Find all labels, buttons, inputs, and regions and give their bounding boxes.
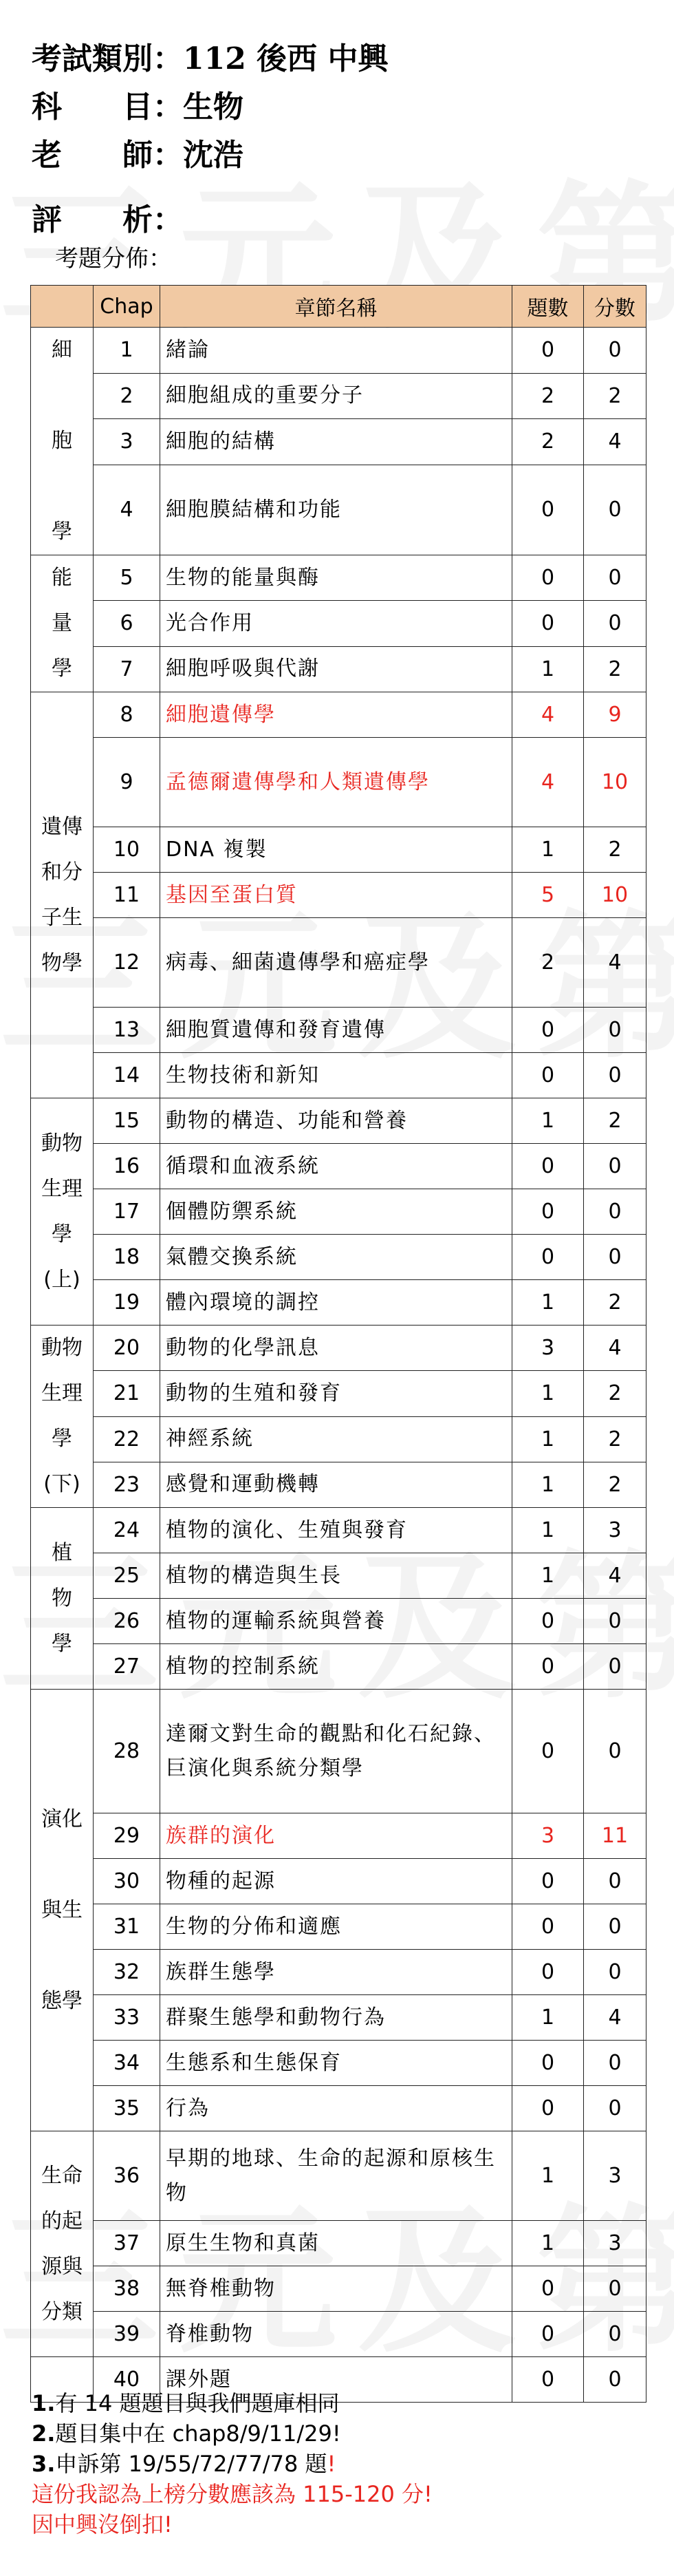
chap-number: 25 bbox=[94, 1553, 160, 1599]
table-header-row bbox=[31, 286, 646, 328]
group-label: 生命 的起 源與 分類 bbox=[31, 2131, 94, 2357]
table-row bbox=[31, 2086, 646, 2131]
chapter-name: 植物的演化、生殖與發育 bbox=[160, 1508, 512, 1553]
score: 2 bbox=[584, 1416, 646, 1462]
table-row bbox=[31, 1508, 646, 1553]
header-question-count: 題數 bbox=[512, 286, 584, 328]
score: 3 bbox=[584, 1508, 646, 1553]
question-count: 1 bbox=[512, 2131, 584, 2221]
score: 0 bbox=[584, 2041, 646, 2086]
chapter-name: 脊椎動物 bbox=[160, 2312, 512, 2357]
score: 2 bbox=[584, 827, 646, 873]
score: 0 bbox=[584, 1859, 646, 1904]
score: 2 bbox=[584, 1280, 646, 1326]
score: 2 bbox=[584, 373, 646, 419]
chapter-name: 細胞組成的重要分子 bbox=[160, 373, 512, 419]
chap-number: 37 bbox=[94, 2221, 160, 2266]
group-label: 能 量 學 bbox=[31, 555, 94, 692]
question-count: 2 bbox=[512, 918, 584, 1008]
note-number: 1. bbox=[32, 2390, 56, 2416]
score: 3 bbox=[584, 2131, 646, 2221]
table-row bbox=[31, 1813, 646, 1859]
chapter-name: 生物的能量與酶 bbox=[160, 555, 512, 601]
chap-number: 19 bbox=[94, 1280, 160, 1326]
exam-category-label: 考試類別： bbox=[32, 41, 183, 76]
chap-number: 5 bbox=[94, 555, 160, 601]
teacher bbox=[32, 135, 243, 176]
question-count: 0 bbox=[512, 1189, 584, 1235]
chapter-name: 原生生物和真菌 bbox=[160, 2221, 512, 2266]
chapter-name: 細胞質遺傳和發育遺傳 bbox=[160, 1008, 512, 1053]
note-line bbox=[32, 2418, 433, 2449]
score: 4 bbox=[584, 1995, 646, 2041]
score: 3 bbox=[584, 2221, 646, 2266]
question-count: 0 bbox=[512, 1644, 584, 1690]
chapter-name: 動物的化學訊息 bbox=[160, 1326, 512, 1371]
table-row bbox=[31, 1995, 646, 2041]
question-count: 1 bbox=[512, 1371, 584, 1416]
question-count: 0 bbox=[512, 1950, 584, 1995]
chapter-name: 感覺和運動機轉 bbox=[160, 1462, 512, 1507]
question-count: 1 bbox=[512, 1553, 584, 1599]
note-line bbox=[32, 2509, 433, 2540]
table-row bbox=[31, 328, 646, 374]
score: 2 bbox=[584, 646, 646, 692]
question-count: 5 bbox=[512, 873, 584, 918]
question-count: 0 bbox=[512, 1859, 584, 1904]
note-text: 申訴第 19/55/72/77/78 題 bbox=[55, 2451, 327, 2477]
note-number: 2. bbox=[32, 2420, 56, 2447]
note-number: 3. bbox=[32, 2451, 56, 2477]
chapter-name: 神經系統 bbox=[160, 1416, 512, 1462]
table-row bbox=[31, 1553, 646, 1599]
chapter-name: 生物技術和新知 bbox=[160, 1053, 512, 1098]
table-row bbox=[31, 1280, 646, 1326]
chapter-name: 植物的運輸系統與營養 bbox=[160, 1599, 512, 1644]
chap-number: 2 bbox=[94, 373, 160, 419]
header-chapter-name: 章節名稱 bbox=[160, 286, 512, 328]
score: 9 bbox=[584, 692, 646, 738]
question-count: 0 bbox=[512, 555, 584, 601]
chap-number: 9 bbox=[94, 738, 160, 827]
table-row bbox=[31, 1144, 646, 1189]
question-count: 4 bbox=[512, 738, 584, 827]
group-label: 動物 生理 學 (下) bbox=[31, 1326, 94, 1508]
question-count: 1 bbox=[512, 1416, 584, 1462]
chap-number: 4 bbox=[94, 465, 160, 555]
question-count: 1 bbox=[512, 1280, 584, 1326]
table-row bbox=[31, 2266, 646, 2312]
analysis-heading: 評 析： bbox=[32, 202, 183, 237]
score: 4 bbox=[584, 1326, 646, 1371]
chapter-name: 氣體交換系統 bbox=[160, 1235, 512, 1280]
table-row bbox=[31, 646, 646, 692]
note-tail: ! bbox=[327, 2451, 336, 2477]
chapter-name: 族群生態學 bbox=[160, 1950, 512, 1995]
question-count: 1 bbox=[512, 646, 584, 692]
chapter-name: DNA 複製 bbox=[160, 827, 512, 873]
table-row bbox=[31, 2312, 646, 2357]
score: 0 bbox=[584, 2312, 646, 2357]
chapter-name: 群聚生態學和動物行為 bbox=[160, 1995, 512, 2041]
question-count: 0 bbox=[512, 1904, 584, 1950]
chapter-name: 細胞膜結構和功能 bbox=[160, 465, 512, 555]
table-row bbox=[31, 1859, 646, 1904]
note-text: 有 14 題題目與我們題庫相同 bbox=[55, 2390, 340, 2416]
chapter-name: 緒論 bbox=[160, 328, 512, 374]
table-row bbox=[31, 827, 646, 873]
question-count: 1 bbox=[512, 1098, 584, 1144]
chapter-table bbox=[30, 285, 646, 2403]
table-row bbox=[31, 1904, 646, 1950]
question-count: 0 bbox=[512, 2086, 584, 2131]
score: 0 bbox=[584, 1053, 646, 1098]
chap-number: 21 bbox=[94, 1371, 160, 1416]
note-text: 因中興沒倒扣! bbox=[32, 2511, 173, 2537]
notes bbox=[32, 2388, 433, 2540]
group-label: 遺傳 和分 子生 物學 bbox=[31, 692, 94, 1098]
chapter-name: 生物的分佈和適應 bbox=[160, 1904, 512, 1950]
score: 0 bbox=[584, 1008, 646, 1053]
exam-category-value: 112 後西 中興 bbox=[183, 41, 389, 76]
chap-number: 10 bbox=[94, 827, 160, 873]
subject-label: 科 目： bbox=[32, 89, 183, 125]
note-line bbox=[32, 2449, 433, 2479]
chapter-name: 族群的演化 bbox=[160, 1813, 512, 1859]
chap-number: 11 bbox=[94, 873, 160, 918]
header-score: 分數 bbox=[584, 286, 646, 328]
score: 0 bbox=[584, 1599, 646, 1644]
chap-number: 1 bbox=[94, 328, 160, 374]
chapter-name: 動物的構造、功能和營養 bbox=[160, 1098, 512, 1144]
score: 10 bbox=[584, 873, 646, 918]
score: 0 bbox=[584, 1904, 646, 1950]
chap-number: 27 bbox=[94, 1644, 160, 1690]
question-count: 1 bbox=[512, 827, 584, 873]
chap-number: 6 bbox=[94, 601, 160, 646]
chap-number: 28 bbox=[94, 1690, 160, 1813]
table-row bbox=[31, 1235, 646, 1280]
table-row bbox=[31, 1690, 646, 1813]
distribution-label: 考題分佈： bbox=[55, 245, 172, 273]
group-label: 演化 與生 態學 bbox=[31, 1690, 94, 2131]
chapter-name: 光合作用 bbox=[160, 601, 512, 646]
exam-category bbox=[32, 39, 388, 80]
chapter-name: 孟德爾遺傳學和人類遺傳學 bbox=[160, 738, 512, 827]
chap-number: 12 bbox=[94, 918, 160, 1008]
chap-number: 13 bbox=[94, 1008, 160, 1053]
question-count: 3 bbox=[512, 1326, 584, 1371]
score: 4 bbox=[584, 918, 646, 1008]
chap-number: 39 bbox=[94, 2312, 160, 2357]
score: 0 bbox=[584, 1144, 646, 1189]
chapter-name: 細胞的結構 bbox=[160, 419, 512, 465]
chap-number: 7 bbox=[94, 646, 160, 692]
chapter-name: 植物的構造與生長 bbox=[160, 1553, 512, 1599]
chapter-name: 生態系和生態保育 bbox=[160, 2041, 512, 2086]
chap-number: 15 bbox=[94, 1098, 160, 1144]
group-label: 細 胞 學 bbox=[31, 328, 94, 555]
question-count: 0 bbox=[512, 2266, 584, 2312]
note-text: 題目集中在 chap8/9/11/29! bbox=[55, 2420, 341, 2447]
score: 0 bbox=[584, 1644, 646, 1690]
table-row bbox=[31, 1371, 646, 1416]
question-count: 0 bbox=[512, 1235, 584, 1280]
chap-number: 32 bbox=[94, 1950, 160, 1995]
question-count: 1 bbox=[512, 1462, 584, 1507]
group-label: 植 物 學 bbox=[31, 1508, 94, 1690]
table-row bbox=[31, 1416, 646, 1462]
chap-number: 17 bbox=[94, 1189, 160, 1235]
score: 2 bbox=[584, 1371, 646, 1416]
chap-number: 18 bbox=[94, 1235, 160, 1280]
header-group bbox=[31, 286, 94, 328]
teacher-value: 沈浩 bbox=[183, 138, 243, 173]
question-count: 3 bbox=[512, 1813, 584, 1859]
score: 0 bbox=[584, 465, 646, 555]
score: 0 bbox=[584, 328, 646, 374]
score: 0 bbox=[584, 1950, 646, 1995]
table-row bbox=[31, 1462, 646, 1507]
question-count: 0 bbox=[512, 328, 584, 374]
question-count: 1 bbox=[512, 1995, 584, 2041]
table-row bbox=[31, 1599, 646, 1644]
chap-number: 35 bbox=[94, 2086, 160, 2131]
question-count: 0 bbox=[512, 2357, 584, 2403]
question-count: 0 bbox=[512, 601, 584, 646]
table-row bbox=[31, 1008, 646, 1053]
chapter-name: 無脊椎動物 bbox=[160, 2266, 512, 2312]
table-row bbox=[31, 419, 646, 465]
question-count: 0 bbox=[512, 2041, 584, 2086]
score: 2 bbox=[584, 1098, 646, 1144]
chap-number: 23 bbox=[94, 1462, 160, 1507]
chap-number: 3 bbox=[94, 419, 160, 465]
question-count: 0 bbox=[512, 2312, 584, 2357]
chap-number: 20 bbox=[94, 1326, 160, 1371]
header-chap: Chap bbox=[94, 286, 160, 328]
question-count: 2 bbox=[512, 373, 584, 419]
chapter-name: 動物的生殖和發育 bbox=[160, 1371, 512, 1416]
table-row bbox=[31, 2041, 646, 2086]
question-count: 0 bbox=[512, 1599, 584, 1644]
subject bbox=[32, 87, 243, 128]
question-count: 1 bbox=[512, 2221, 584, 2266]
question-count: 1 bbox=[512, 1508, 584, 1553]
question-count: 0 bbox=[512, 1053, 584, 1098]
table-row bbox=[31, 1098, 646, 1144]
score: 0 bbox=[584, 1690, 646, 1813]
table-row bbox=[31, 918, 646, 1008]
chap-number: 14 bbox=[94, 1053, 160, 1098]
score: 2 bbox=[584, 1462, 646, 1507]
chap-number: 33 bbox=[94, 1995, 160, 2041]
table-row bbox=[31, 1644, 646, 1690]
chap-number: 8 bbox=[94, 692, 160, 738]
note-text: 這份我認為上榜分數應該為 115-120 分! bbox=[32, 2481, 433, 2507]
chap-number: 16 bbox=[94, 1144, 160, 1189]
table-row bbox=[31, 1326, 646, 1371]
table-row bbox=[31, 2221, 646, 2266]
score: 0 bbox=[584, 1189, 646, 1235]
table-row bbox=[31, 1053, 646, 1098]
score: 0 bbox=[584, 2266, 646, 2312]
question-count: 2 bbox=[512, 419, 584, 465]
chap-number: 24 bbox=[94, 1508, 160, 1553]
chap-number: 34 bbox=[94, 2041, 160, 2086]
chap-number: 31 bbox=[94, 1904, 160, 1950]
chapter-name: 病毒、細菌遺傳學和癌症學 bbox=[160, 918, 512, 1008]
score: 0 bbox=[584, 555, 646, 601]
table-body bbox=[31, 328, 646, 2403]
table-row bbox=[31, 692, 646, 738]
chapter-name: 細胞呼吸與代謝 bbox=[160, 646, 512, 692]
score: 0 bbox=[584, 1235, 646, 1280]
chapter-name: 基因至蛋白質 bbox=[160, 873, 512, 918]
chap-number: 30 bbox=[94, 1859, 160, 1904]
chap-number: 29 bbox=[94, 1813, 160, 1859]
chapter-name: 體內環境的調控 bbox=[160, 1280, 512, 1326]
table-row bbox=[31, 465, 646, 555]
group-label: 動物 生理 學 (上) bbox=[31, 1098, 94, 1326]
score: 4 bbox=[584, 419, 646, 465]
question-count: 4 bbox=[512, 692, 584, 738]
chapter-name: 植物的控制系統 bbox=[160, 1644, 512, 1690]
teacher-label: 老 師： bbox=[32, 138, 183, 173]
table-row bbox=[31, 2131, 646, 2221]
note-line bbox=[32, 2388, 433, 2418]
chapter-name: 達爾文對生命的觀點和化石紀錄、巨演化與系統分類學 bbox=[160, 1690, 512, 1813]
score: 10 bbox=[584, 738, 646, 827]
table-row bbox=[31, 1950, 646, 1995]
chapter-name: 行為 bbox=[160, 2086, 512, 2131]
score: 0 bbox=[584, 2086, 646, 2131]
table-row bbox=[31, 1189, 646, 1235]
score: 0 bbox=[584, 2357, 646, 2403]
score: 11 bbox=[584, 1813, 646, 1859]
score: 4 bbox=[584, 1553, 646, 1599]
table-row bbox=[31, 601, 646, 646]
note-line bbox=[32, 2479, 433, 2509]
question-count: 0 bbox=[512, 465, 584, 555]
chap-number: 26 bbox=[94, 1599, 160, 1644]
question-count: 0 bbox=[512, 1690, 584, 1813]
chap-number: 22 bbox=[94, 1416, 160, 1462]
table-row bbox=[31, 373, 646, 419]
chap-number: 36 bbox=[94, 2131, 160, 2221]
chap-number: 38 bbox=[94, 2266, 160, 2312]
chap-number: 40 bbox=[94, 2357, 160, 2403]
question-count: 0 bbox=[512, 1144, 584, 1189]
table-row bbox=[31, 738, 646, 827]
chapter-name: 物種的起源 bbox=[160, 1859, 512, 1904]
chapter-name: 早期的地球、生命的起源和原核生物 bbox=[160, 2131, 512, 2221]
chapter-name: 課外題 bbox=[160, 2357, 512, 2403]
table-row bbox=[31, 555, 646, 601]
subject-value: 生物 bbox=[183, 89, 243, 125]
question-count: 0 bbox=[512, 1008, 584, 1053]
chapter-name: 細胞遺傳學 bbox=[160, 692, 512, 738]
chapter-name: 個體防禦系統 bbox=[160, 1189, 512, 1235]
score: 0 bbox=[584, 601, 646, 646]
chapter-name: 循環和血液系統 bbox=[160, 1144, 512, 1189]
table-row bbox=[31, 873, 646, 918]
